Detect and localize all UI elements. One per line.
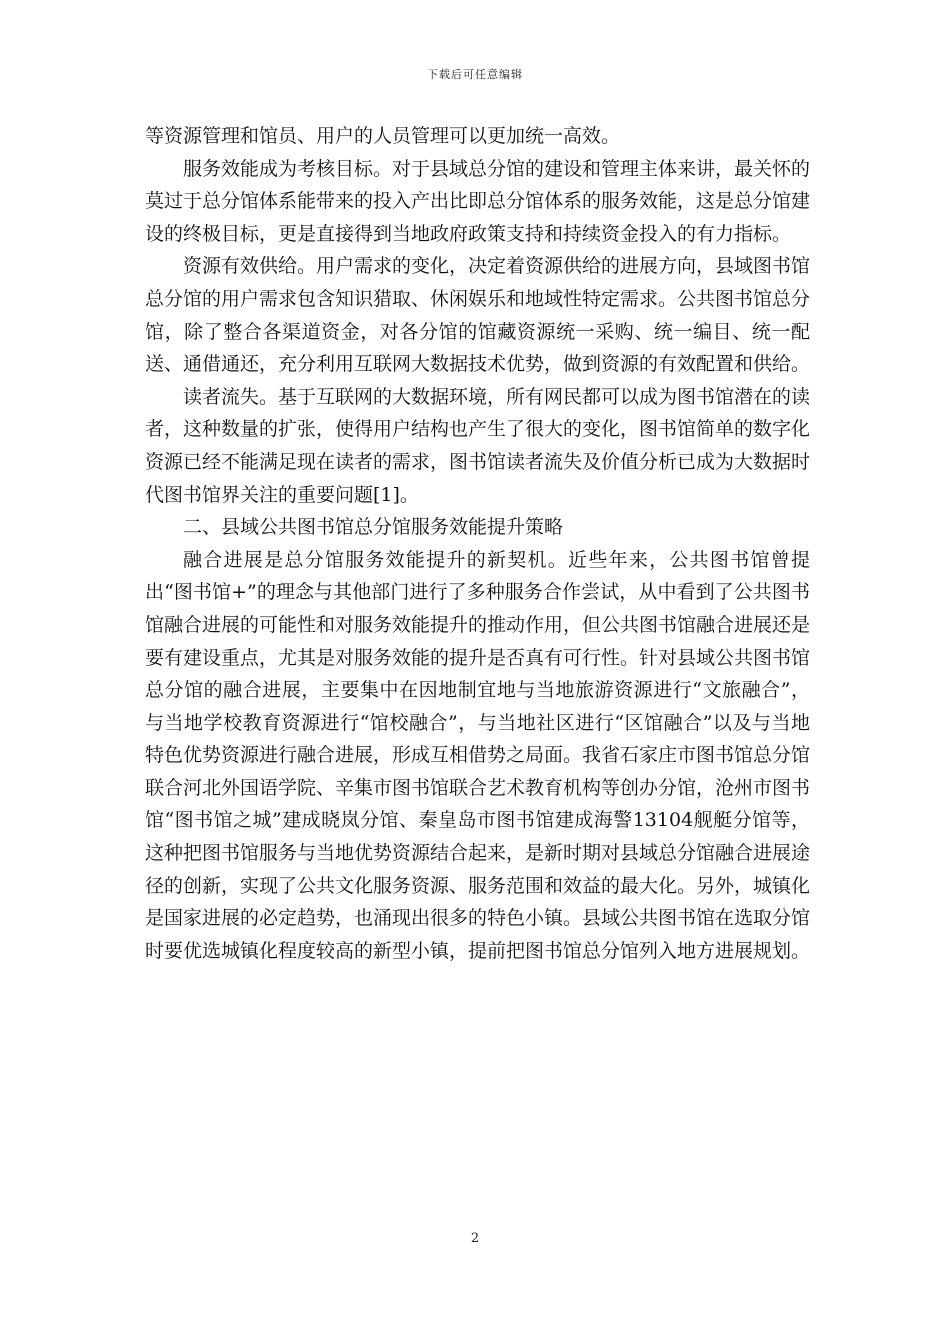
page-number: 2 (470, 1231, 480, 1246)
page-header: 下载后可任意编辑 (427, 68, 523, 81)
paragraph-integration: 融合进展是总分馆服务效能提升的新契机。近些年来，公共图书馆曾提出“图书馆+”的理念与其他部门进行了多种服务合作尝试，从中看到了公共图书馆融合进展的可能性和对服务效能提升的推动作用，但公共图书馆融合进展还是要有建设重点，尤其是对服务效能的提升是否真有可行性。针对县域公共图书馆总分馆的融合进展，主要集中在因地制宜地与当地旅游资源进行“文旅融合”，与当地学校教育资源进行“馆校融合”，与当地社区进行“区馆融合”以及与当地特色优势资源进行融合进展，形成互相借势之局面。我省石家庄市图书馆总分馆联合河北外国语学院、辛集市图书馆联合艺术教育机构等创办分馆，沧州市图书馆“图书馆之城”建成晓岚分馆、秦皇岛市图书馆建成海警13104舰艇分馆等，这种把图书馆服务与当地优势资源结合起来，是新时期对县域总分馆融合进展途径的创新，实现了公共文化服务资源、服务范围和效益的最大化。另外，城镇化是国家进展的必定趋势，也涌现出很多的特色小镇。县域公共图书馆在选取分馆时要优选城镇化程度较高的新型小镇，提前把图书馆总分馆列入地方进展规划。 (145, 548, 811, 962)
section-heading: 二、县域公共图书馆总分馆服务效能提升策略 (183, 516, 564, 539)
paragraph-resource-supply: 资源有效供给。用户需求的变化，决定着资源供给的进展方向，县域图书馆总分馆的用户需求包含知识猎取、休闲娱乐和地域性特定需求。公共图书馆总分馆，除了整合各渠道资金，对各分馆的馆藏资源统一采购、统一编目、统一配送、通借通还，充分利用互联网大数据技术优势，做到资源的有效配置和供给。 (145, 255, 811, 376)
paragraph-service-efficiency: 服务效能成为考核目标。对于县域总分馆的建设和管理主体来讲，最关怀的莫过于总分馆体系能带来的投入产出比即总分馆体系的服务效能，这是总分馆建设的终极目标，更是直接得到当地政府政策支持和持续资金投入的有力指标。 (145, 157, 811, 245)
document-body (145, 120, 810, 967)
paragraph-reader-loss: 读者流失。基于互联网的大数据环境，所有网民都可以成为图书馆潜在的读者，这种数量的扩张，使得用户结构也产生了很大的变化，图书馆简单的数字化资源已经不能满足现在读者的需求，图书馆读者流失及价值分析已成为大数据时代图书馆界关注的重要问题[1]。 (145, 385, 811, 506)
paragraph-continuation: 等资源管理和馆员、用户的人员管理可以更加统一高效。 (145, 125, 621, 147)
